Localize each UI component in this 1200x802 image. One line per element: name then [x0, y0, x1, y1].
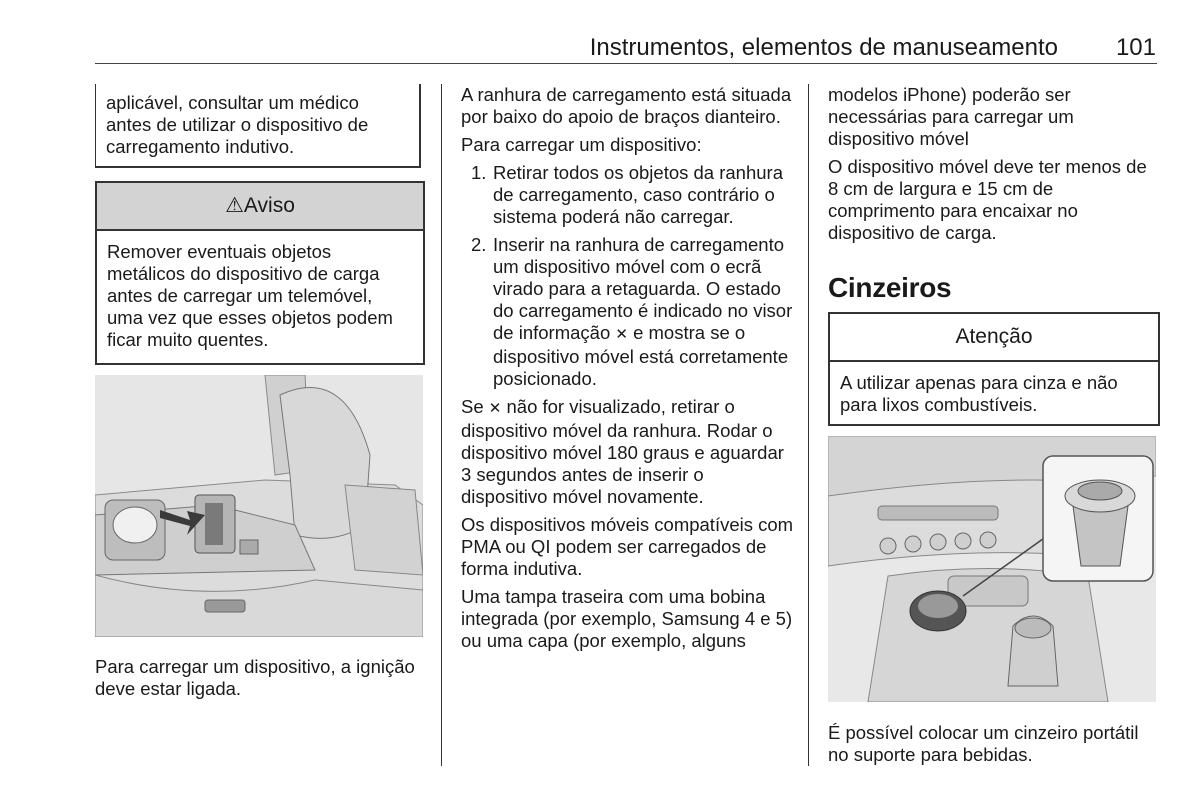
charging-caption: Para carregar um dispositivo, a ignição deve estar ligada.: [95, 656, 415, 699]
ashtray-illustration: [828, 436, 1156, 702]
column-3-caption: [828, 722, 1162, 772]
column-1: [95, 84, 421, 168]
step-number: 1.: [471, 162, 487, 183]
note-continuation: [95, 84, 421, 168]
charging-slot-illustration: [95, 375, 423, 637]
column-1-caption: [95, 656, 421, 706]
step-number: 2.: [471, 234, 487, 255]
attention-box: [828, 312, 1160, 426]
section-heading-ashtrays: Cinzeiros: [828, 272, 952, 303]
reinsert-text-a: Se: [461, 396, 484, 417]
charging-steps-intro: Para carregar um dispositivo:: [461, 134, 702, 155]
ashtray-drawing: [828, 436, 1156, 702]
column-2: [461, 84, 795, 658]
page-number: 101: [1115, 34, 1156, 61]
attention-header: [830, 314, 1158, 362]
charging-slot-location: A ranhura de carregamento está situada por baixo do apoio de braços dianteiro.: [461, 84, 792, 127]
reinsert-instructions: [461, 396, 795, 508]
attention-body: A utilizar apenas para cinza e não para lixos combustíveis.: [840, 372, 1118, 415]
attention-title: Atenção: [955, 325, 1033, 348]
step-text: Retirar todos os objetos da ranhura de carregamento, caso contrário o sistema poderá não carregar.: [493, 162, 784, 227]
column-divider-1: [441, 84, 442, 766]
header-title: Instrumentos, elementos de manuseamento: [589, 34, 1058, 61]
note-continuation-text: aplicável, consultar um médico antes de utilizar o dispositivo de carregamento indutivo.: [106, 92, 369, 157]
warning-title: ⚠Aviso: [225, 194, 295, 217]
reinsert-text-b: não for visualizado, retirar o dispositivo móvel da ranhura. Rodar o dispositivo móvel 180 graus e aguardar 3 segundos antes de inserir o dispositivo móvel novamente.: [461, 396, 784, 507]
phone-charging-icon: ✕: [488, 400, 502, 417]
list-item: [461, 234, 795, 390]
column-3: [828, 84, 1158, 250]
device-size-text: O dispositivo móvel deve ter menos de 8 cm de largura e 15 cm de comprimento para encaixar no dispositivo de carga.: [828, 156, 1147, 243]
charging-slot-drawing: [95, 375, 423, 637]
step-text: Inserir na ranhura de carregamento um dispositivo móvel com o ecrã virado para a retaguarda. O estado do carregamento é indicado no visor de informação: [493, 234, 793, 343]
phone-charging-icon: ✕: [615, 326, 628, 343]
coil-cover-text: Uma tampa traseira com uma bobina integrada (por exemplo, Samsung 4 e 5) ou uma capa (por exemplo, alguns: [461, 586, 793, 651]
warning-body: Remover eventuais objetos metálicos do dispositivo de carga antes de carregar um telemóvel, uma vez que esses objetos podem ficar muito quentes.: [107, 241, 393, 350]
compatibility-text: Os dispositivos móveis compatíveis com PMA ou QI podem ser carregados de forma indutiva.: [461, 514, 794, 579]
column-divider-2: [808, 84, 809, 766]
warning-box: [95, 181, 425, 365]
ashtray-caption: É possível colocar um cinzeiro portátil no suporte para bebidas.: [828, 722, 1139, 765]
header-rule: [95, 63, 1157, 64]
warning-header: [97, 183, 423, 231]
charging-steps-list: [461, 162, 795, 390]
step-text-continued: e mostra se o dispositivo móvel está corretamente posicionado.: [493, 322, 789, 389]
list-item: [461, 162, 795, 228]
iphone-models-text: modelos iPhone) poderão ser necessárias para carregar um dispositivo móvel: [828, 84, 1074, 149]
